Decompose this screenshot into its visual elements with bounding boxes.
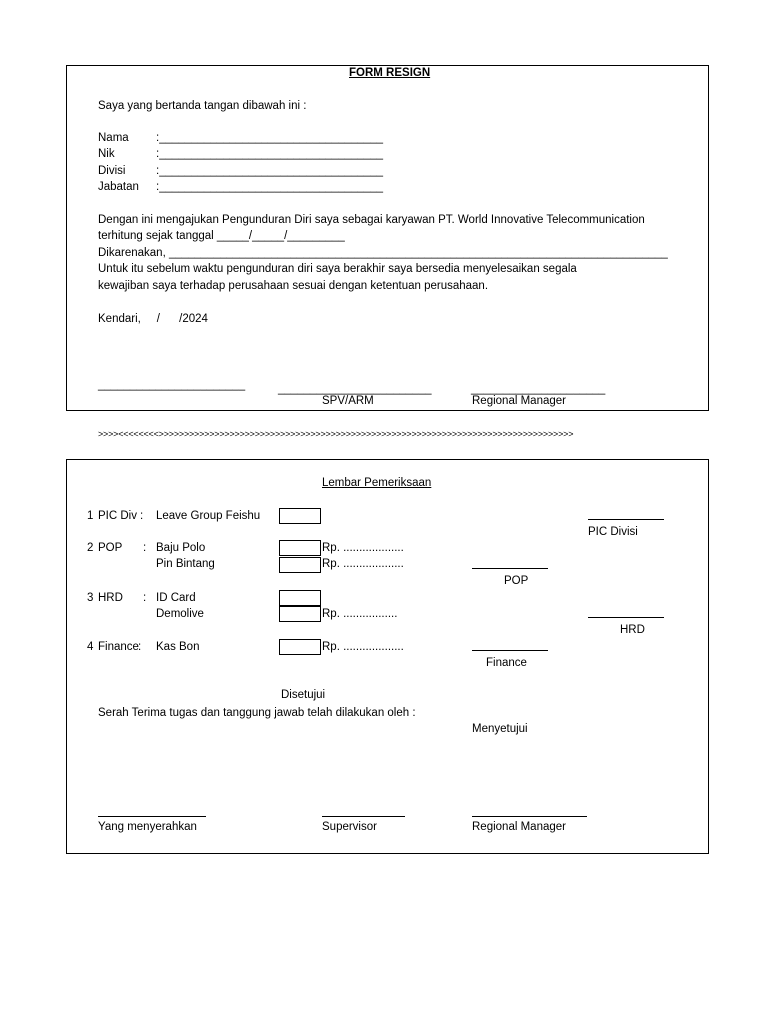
row-num: 2 xyxy=(87,542,94,554)
row-dept: POP xyxy=(98,542,123,554)
field-value-nama[interactable]: :___________________________________ xyxy=(156,132,384,144)
row-num: 3 xyxy=(87,592,94,604)
sign-line-pic xyxy=(588,519,664,520)
row-dept: Finance xyxy=(98,641,139,653)
bottom-label-regional-manager: Regional Manager xyxy=(472,821,566,833)
sign-label-hrd: HRD xyxy=(620,624,645,636)
row-amount: Rp. ................... xyxy=(322,641,404,653)
place-date: Kendari, / /2024 xyxy=(98,313,208,325)
row-dept: HRD xyxy=(98,592,123,604)
form-intro: Saya yang bertanda tangan dibawah ini : xyxy=(98,100,307,112)
field-value-jabatan[interactable]: :___________________________________ xyxy=(156,181,384,193)
signature-label-rm: Regional Manager xyxy=(472,395,566,407)
field-value-divisi[interactable]: :___________________________________ xyxy=(156,165,384,177)
row-amount: Rp. ................. xyxy=(322,608,398,620)
sign-line-supervisor xyxy=(322,816,405,817)
row-colon: : xyxy=(143,592,147,604)
sign-label-pop: POP xyxy=(504,575,529,587)
disetujui-label: Disetujui xyxy=(281,689,326,701)
checkbox-pin-bintang[interactable] xyxy=(279,557,321,573)
row-amount: Rp. ................... xyxy=(322,558,404,570)
signature-line-rm: _____________________ xyxy=(471,383,606,395)
menyetujui-label: Menyetujui xyxy=(472,723,528,735)
row-item: ID Card xyxy=(156,592,196,604)
field-label-jabatan: Jabatan xyxy=(98,181,139,193)
field-label-divisi: Divisi xyxy=(98,165,126,177)
row-amount: Rp. ................... xyxy=(322,542,404,554)
sign-label-pic: PIC Divisi xyxy=(588,526,638,538)
row-item: Demolive xyxy=(156,608,204,620)
sign-line-yang-menyerahkan xyxy=(98,816,206,817)
form-title: FORM RESIGN xyxy=(349,67,431,79)
sign-line-finance xyxy=(472,650,548,651)
row-num: 1 xyxy=(87,510,94,522)
cut-separator: >>>><<<<<<<<>>>>>>>>>>>>>>>>>>>>>>>>>>>>>>>>>>>>>>>>>>>>>>>>>>>>>>>>>>>>>>>>>>>>>>>>>>>>>>>>>> xyxy=(98,429,574,439)
bottom-label-supervisor: Supervisor xyxy=(322,821,377,833)
signature-label-spv: SPV/ARM xyxy=(322,395,374,407)
row-item: Baju Polo xyxy=(156,542,206,554)
checkbox-kas-bon[interactable] xyxy=(279,639,321,655)
sign-line-regional-manager xyxy=(472,816,587,817)
check-title: Lembar Pemeriksaan xyxy=(322,477,432,489)
body-line-5: kewajiban saya terhadap perusahaan sesuai dengan ketentuan perusahaan. xyxy=(98,280,489,292)
field-value-nik[interactable]: :___________________________________ xyxy=(156,148,384,160)
row-num: 4 xyxy=(87,641,94,653)
sign-line-pop xyxy=(472,568,548,569)
body-line-2: terhitung sejak tanggal _____/_____/_________ xyxy=(98,230,345,242)
row-item: Pin Bintang xyxy=(156,558,215,570)
field-label-nama: Nama xyxy=(98,132,129,144)
sign-line-hrd xyxy=(588,617,664,618)
body-line-4: Untuk itu sebelum waktu pengunduran diri saya berakhir saya bersedia menyelesaikan segala xyxy=(98,263,577,275)
row-dept: PIC Div xyxy=(98,510,137,522)
row-item: Leave Group Feishu xyxy=(156,510,261,522)
sign-label-finance: Finance xyxy=(486,657,527,669)
signature-line-employee: _______________________ xyxy=(98,379,246,391)
checkbox-baju-polo[interactable] xyxy=(279,540,321,556)
row-colon: : xyxy=(138,641,142,653)
row-colon: : xyxy=(140,510,144,522)
bottom-label-yang-menyerahkan: Yang menyerahkan xyxy=(98,821,197,833)
checkbox-id-card[interactable] xyxy=(279,590,321,606)
checkbox-leave-group[interactable] xyxy=(279,508,321,524)
body-line-3: Dikarenakan, ______________________________________________________________________________ xyxy=(98,247,668,259)
row-item: Kas Bon xyxy=(156,641,200,653)
handover-text: Serah Terima tugas dan tanggung jawab telah dilakukan oleh : xyxy=(98,707,416,719)
signature-line-spv: ________________________ xyxy=(278,383,432,395)
field-label-nik: Nik xyxy=(98,148,115,160)
body-line-1: Dengan ini mengajukan Pengunduran Diri saya sebagai karyawan PT. World Innovative Telecommunication xyxy=(98,214,645,226)
row-colon: : xyxy=(143,542,147,554)
checkbox-demolive[interactable] xyxy=(279,606,321,622)
